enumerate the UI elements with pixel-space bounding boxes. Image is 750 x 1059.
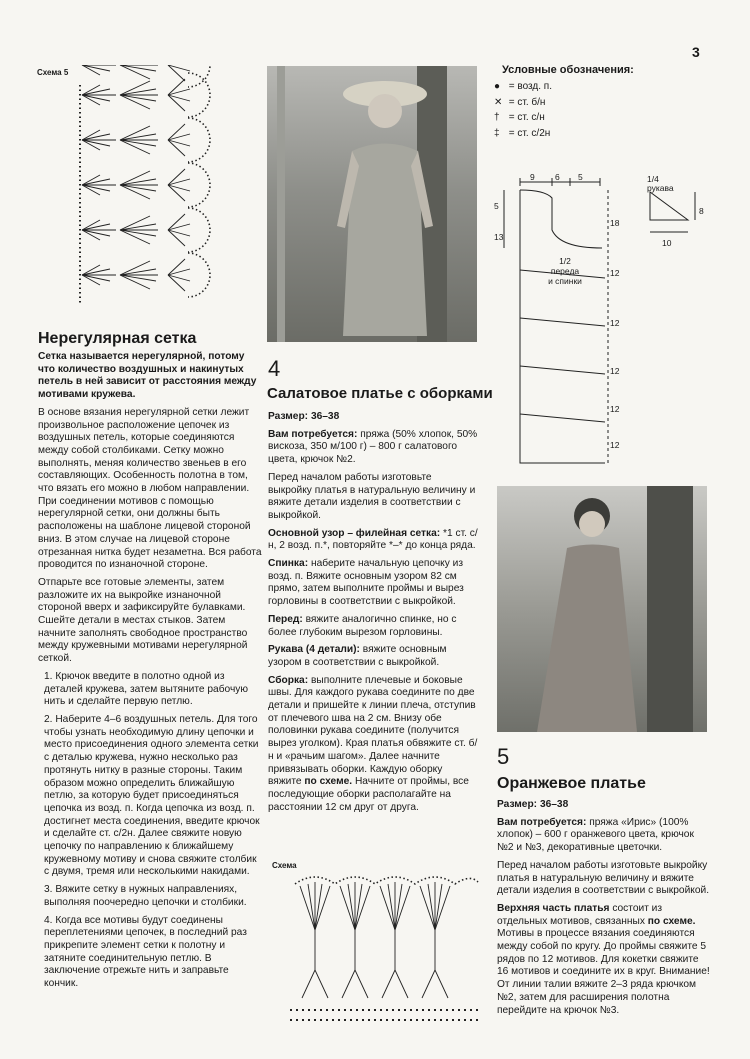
middle-back-label: Спинка: — [268, 558, 309, 570]
middle-number: 4 — [268, 356, 281, 381]
middle-need-value: пряжа (50% хлопок, 50% вискоза, 350 м/100 г) – 800 г салатового цвета, крючок №2. — [268, 428, 478, 466]
left-intro: Сетка называется нерегулярной, потому что количество воздушных и накинутых петель в ней зависит от расстояния между мотивами кружева. — [38, 351, 257, 401]
photo-orange-dress — [497, 486, 707, 732]
dim-left-2: 13 — [494, 232, 504, 242]
right-top-bold: по схеме. — [647, 915, 696, 927]
right-need-value: пряжа «Ирис» (100% хлопок) – 600 г оранжевого цвета, крючок №2 и №3, декоративные цветочки. — [497, 816, 694, 854]
dim-right-2: 12 — [610, 268, 620, 278]
middle-front-label: Перед: — [268, 613, 303, 625]
legend-cross-icon: ✕ — [494, 96, 503, 108]
middle-back-value: наберите начальную цепочку из возд. п. Вяжите основным узором 82 см прямо, затем выполните проймы и вырез горловины в соответствии с выкройкой. — [268, 558, 464, 608]
right-before: Перед началом работы изготовьте выкройку платья в натуральную величину и вяжите детали изделия в соответствии с выкройкой. — [497, 859, 710, 897]
piece-label-1: 1/2 — [559, 256, 571, 266]
middle-assembly-bold: по схеме. — [304, 776, 353, 788]
right-title: Оранжевое платье — [497, 775, 646, 792]
legend-3: = ст. с/н — [508, 112, 545, 123]
legend-dagger-icon: † — [494, 112, 500, 123]
dim-right-1: 18 — [610, 218, 620, 228]
right-top-b: Мотивы в процессе вязания соединяются между собой по кругу. До проймы свяжите 5 рядов по 12 мотивов. Для кокетки свяжите 16 мотивов и соедините их в круг. Внимание! От линии талии вяжите 2–3 ряда крючком №2, затем для расширения полотна перейдите на крючок №3. — [497, 928, 710, 1016]
right-top-label: Верхняя часть платья — [497, 902, 610, 914]
right-number: 5 — [497, 744, 510, 769]
dim-left-1: 5 — [494, 201, 499, 211]
left-paragraph-2: Отпарьте все готовые элементы, затем разложите их на выкройке изнаночной стороной вверх и зафиксируйте булавками. Сшейте детали в местах стыков. Затем начните заполнять свободное пространство между кружевными мотивами нерегулярной сеткой. — [38, 576, 248, 665]
legend-2: = ст. б/н — [508, 96, 546, 108]
middle-title: Салатовое платье с оборками — [267, 385, 493, 402]
middle-assembly-b: Начните от проймы, все последующие оборки располагайте на расстоянии 12 см друг от друга. — [268, 776, 469, 813]
legend-4: = ст. с/2н — [508, 127, 551, 139]
middle-size-value: 36–38 — [310, 411, 340, 422]
photo-green-dress — [267, 66, 477, 342]
left-title: Нерегулярная сетка — [38, 330, 197, 347]
right-need-label: Вам потребуется: — [497, 816, 587, 828]
legend-title: Условные обозначения: — [502, 64, 634, 76]
dim-right-3: 12 — [610, 318, 620, 328]
legend-chain-icon: ● — [494, 81, 501, 92]
dim-right-5: 12 — [610, 404, 620, 414]
dim-top-1: 9 — [530, 172, 535, 182]
right-size-label: Размер: — [497, 799, 538, 810]
dim-top-2: 6 — [555, 172, 560, 182]
middle-before: Перед началом работы изготовьте выкройку платья в натуральную величину и вяжите детали изделия в соответствии с выкройкой. — [268, 471, 476, 521]
middle-pattern-label: Основной узор – филейная сетка: — [268, 527, 441, 539]
left-paragraph-1: В основе вязания нерегулярной сетки лежит произвольное расположение цепочек из воздушных петель, которые соединяются между собой столбиками. Сетку можно выполнять, меняя количество звеньев в его составляющих. Особенность полотна в том, что вязать его можно в любом направлении. При соединении мотивов с помощью нерегулярной сетки, они должны быть расположены на шаблоне лицевой стороной вниз. В этом случае на лицевой стороне отрезанная нитка будет незаметна. Вся работа проводится по изнаночной стороне. — [38, 406, 262, 571]
dress-pattern-schematic — [490, 168, 630, 468]
right-top-a: состоит из отдельных мотивов, связанных — [497, 902, 663, 927]
middle-sleeve-label: Рукава (4 детали): — [268, 644, 360, 656]
legend-1: = возд. п. — [508, 81, 552, 92]
middle-scheme-label: Схема — [272, 861, 297, 870]
sleeve-width: 10 — [662, 238, 672, 248]
sleeve-height: 8 — [699, 206, 704, 216]
sleeve-label-2: рукава — [647, 183, 674, 193]
piece-label-3: и спинки — [548, 276, 582, 286]
middle-sleeve-value: вяжите основным узором в соответствии с выкройкой. — [268, 644, 447, 668]
middle-scheme-diagram — [290, 870, 480, 1030]
scheme-5-diagram — [70, 65, 230, 315]
left-step-3: 3. Вяжите сетку в нужных направлениях, выполняя поочередно цепочки и столбики. — [44, 884, 247, 908]
left-step-2: 2. Наберите 4–6 воздушных петель. Для того чтобы узнать необходимую длину цепочки и место присоединения одного элемента сетки с деталью кружева, нужно несколько раз протянуть нитку в разные стороны. Таким образом можно определить ближайшую петлю, за которую будет присоединяться цепочка из возд. п. Когда цепочка из возд. п. достигнет места соединения, введите крючок и сделайте ст. с/2н. Далее свяжите новую цепочку по направлению к ближайшему кружевному мотиву и снова свяжите столбик с двумя, тремя или несколькими накидами. — [44, 713, 260, 878]
sleeve-label-1: 1/4 — [647, 174, 659, 184]
dim-top-3: 5 — [578, 172, 583, 182]
scheme-5-label: Схема 5 — [37, 68, 69, 77]
middle-size-label: Размер: — [268, 411, 309, 422]
left-step-4: 4. Когда все мотивы будут соединены переплетениями цепочек, в последний раз прикрепите элемент сетки к полотну и затяните соединительную петлю. В заключение отрежьте нить и заправьте кончик. — [44, 914, 247, 990]
dim-right-6: 12 — [610, 440, 620, 450]
legend-double-dagger-icon: ‡ — [494, 127, 500, 139]
left-step-1: 1. Крючок введите в полотно одной из деталей кружева, затем вытяните рабочую нить и сделайте первую петлю. — [44, 670, 249, 708]
middle-pattern-value: *1 ст. с/н, 2 возд. п.*, повторяйте *–* до конца ряда. — [268, 527, 478, 552]
middle-assembly-a: выполните плечевые и боковые швы. Для каждого рукава соедините по две детали и пришейте к линии плеча, отступив от плечевого шва на 2 см. Внизу обе половинки рукава соедините (получится вырез уголком). Края платья обвяжите ст. б/н и «рачьим шагом». Далее начните привязывать оборки. Каждую оборку вяжите — [268, 674, 478, 788]
middle-assembly-label: Сборка: — [268, 674, 309, 686]
middle-need-label: Вам потребуется: — [268, 428, 358, 440]
right-size-value: 36–38 — [539, 799, 569, 810]
dim-right-4: 12 — [610, 366, 620, 376]
piece-label-2: переда — [550, 266, 580, 276]
page-number: 3 — [692, 44, 700, 60]
middle-front-value: вяжите аналогично спинке, но с более глубоким вырезом горловины. — [268, 613, 457, 638]
